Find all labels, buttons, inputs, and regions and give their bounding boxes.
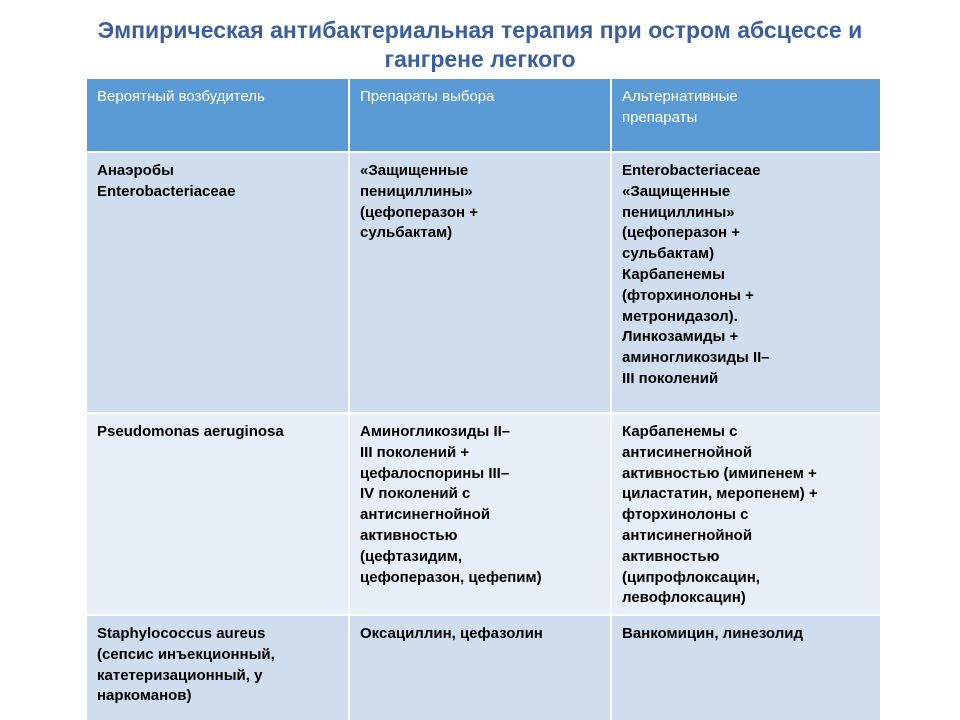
cell-text-line: Аминогликозиды II–	[360, 423, 511, 440]
cell-text-line: «Защищенные	[622, 182, 731, 200]
therapy-table	[87, 79, 882, 720]
cell-text-line: (цефоперазон +	[622, 224, 740, 242]
cell-text-line: катетеризационный, у	[97, 666, 263, 684]
cell-text-line: наркоманов)	[97, 687, 192, 705]
cell-text-line: Staphylococcus aureus	[97, 625, 266, 642]
cell-text-line: Карбапенемы	[622, 265, 725, 283]
table-header-row	[87, 79, 881, 152]
cell-text-line: активностью	[622, 547, 720, 565]
cell-text-line: Оксациллин, цефазолин	[360, 625, 543, 642]
cell-text-line: III поколений +	[360, 443, 470, 461]
title-line-2: гангрене легкого	[384, 46, 576, 72]
cell-text-line: (фторхинолоны +	[622, 286, 754, 304]
cell-text-line: левофлоксацин)	[622, 589, 746, 607]
cell-text-line: сульбактам)	[622, 245, 715, 263]
cell-text-line: препараты	[622, 108, 698, 126]
slide-title	[0, 16, 960, 74]
cell-text-line: активностью (имипенем +	[622, 464, 817, 482]
cell-text-line: (ципрофлоксацин,	[622, 568, 760, 586]
cell-text-line: Анаэробы	[97, 162, 174, 179]
cell-drugs-of-choice	[349, 413, 611, 615]
header-pathogen	[87, 79, 349, 152]
cell-text-line: (цефтазидим,	[360, 547, 463, 565]
cell-text-line: сульбактам)	[360, 224, 453, 242]
cell-text-line: (цефоперазон +	[360, 203, 478, 221]
table-row	[87, 615, 881, 720]
header-drugs-of-choice	[349, 79, 611, 152]
cell-text-line: Линкозамиды +	[622, 328, 739, 346]
cell-text-line: IV поколений с	[360, 485, 471, 503]
cell-pathogen	[87, 413, 349, 615]
cell-text-line: Enterobacteriaceae	[622, 162, 761, 179]
cell-text-line: III поколений	[622, 369, 719, 387]
cell-text-line: Enterobacteriaceae	[97, 182, 236, 200]
cell-text-line: фторхинолоны с	[622, 506, 749, 524]
cell-text-line: Карбапенемы с	[622, 423, 738, 440]
cell-pathogen	[87, 615, 349, 720]
cell-text-line: пенициллины»	[622, 203, 735, 221]
cell-pathogen	[87, 152, 349, 413]
cell-text-line: пенициллины»	[360, 182, 473, 200]
title-line-1: Эмпирическая антибактериальная терапия при остром абсцессе и	[97, 17, 863, 43]
cell-text-line: цефалоспорины III–	[360, 464, 510, 482]
cell-text-line: аминогликозиды II–	[622, 349, 770, 367]
table-row	[87, 152, 881, 413]
cell-text-line: Препараты выбора	[360, 88, 495, 105]
cell-text-line: (сепсис инъекционный,	[97, 645, 275, 663]
cell-alternative-drugs	[611, 152, 881, 413]
cell-text-line: Вероятный возбудитель	[97, 88, 265, 105]
cell-text-line: антисинегнойной	[622, 526, 753, 544]
cell-text-line: активностью	[360, 526, 458, 544]
cell-text-line: «Защищенные	[360, 162, 469, 179]
table-row	[87, 413, 881, 615]
cell-text-line: циластатин, меропенем) +	[622, 485, 818, 503]
cell-alternative-drugs	[611, 413, 881, 615]
cell-text-line: метронидазол).	[622, 307, 738, 325]
cell-text-line: антисинегнойной	[360, 506, 491, 524]
cell-text-line: Альтернативные	[622, 88, 738, 105]
cell-text-line: антисинегнойной	[622, 443, 753, 461]
cell-drugs-of-choice	[349, 152, 611, 413]
cell-alternative-drugs	[611, 615, 881, 720]
header-alternative-drugs	[611, 79, 881, 152]
cell-text-line: Pseudomonas aeruginosa	[97, 423, 284, 440]
cell-text-line: Ванкомицин, линезолид	[622, 625, 803, 642]
cell-drugs-of-choice	[349, 615, 611, 720]
cell-text-line: цефоперазон, цефепим)	[360, 568, 542, 586]
